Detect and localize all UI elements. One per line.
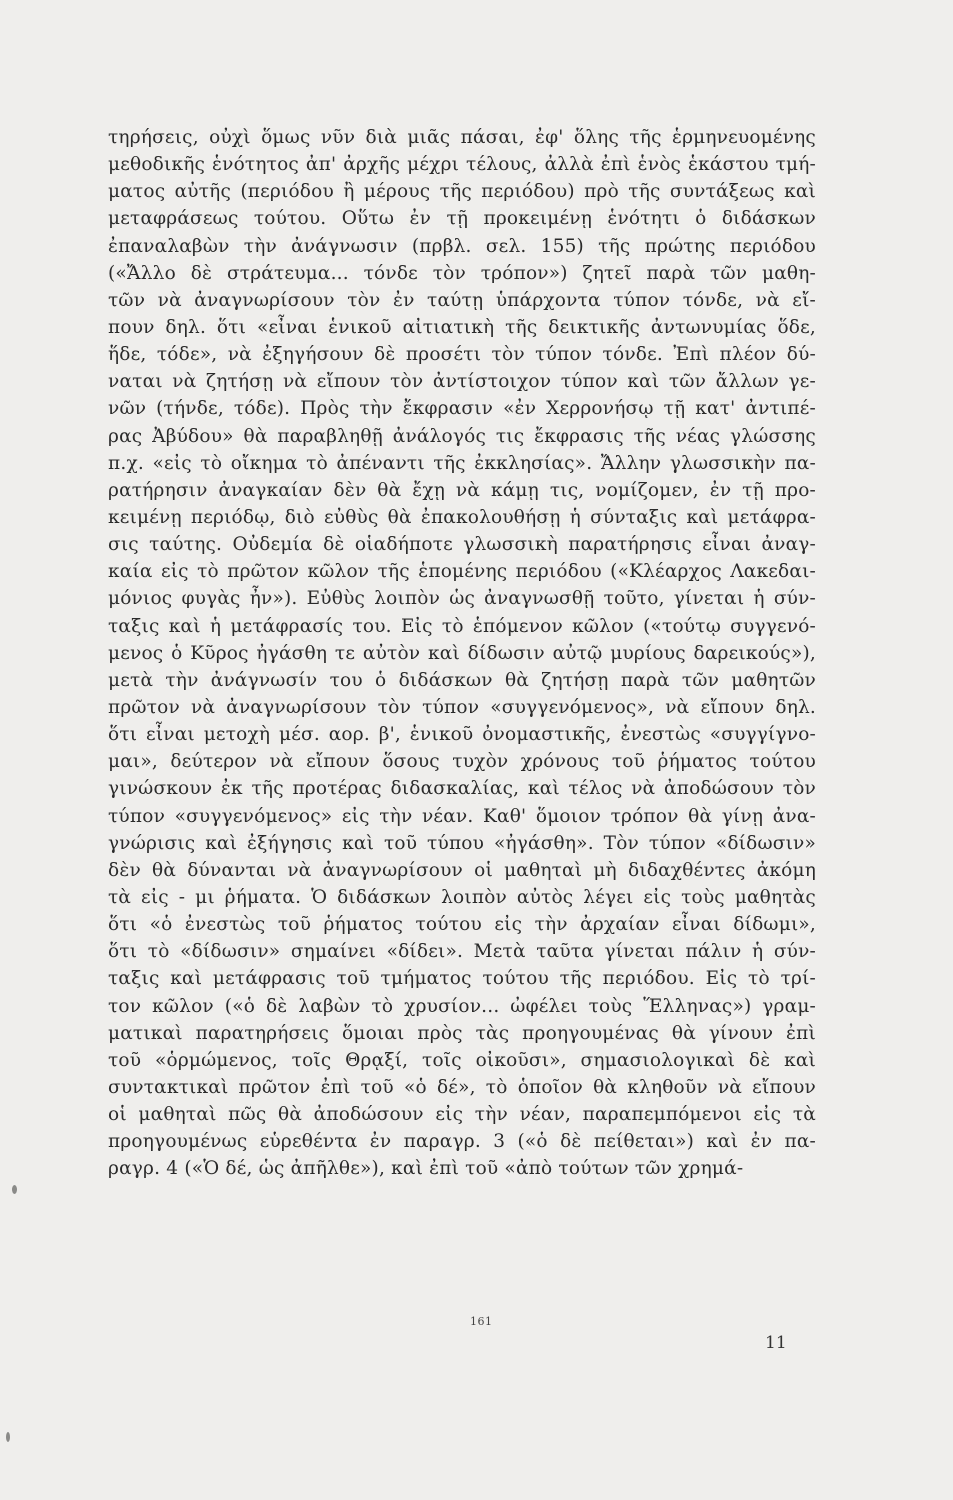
text-line: συντακτικαὶ πρῶτον ἐπὶ τοῦ «ὁ δέ», τὸ ὁποῖον θὰ κληθοῦν νὰ εἴπουν	[108, 1076, 816, 1098]
text-line: ἥδε, τόδε», νὰ ἐξηγήσουν δὲ προσέτι τὸν τύπον τόνδε. Ἐπὶ πλέον δύ-	[108, 344, 816, 366]
text-line: καία εἰς τὸ πρῶτον κῶλον τῆς ἑπομένης περιόδου («Κλέαρχος Λακεδαι-	[108, 561, 816, 583]
text-line: γινώσκουν ἐκ τῆς προτέρας διδασκαλίας, καὶ τέλος νὰ ἀποδώσουν τὸν	[108, 778, 816, 800]
text-line: τηρήσεις, οὐχὶ ὅμως νῦν διὰ μιᾶς πάσαι, ἐφ' ὅλης τῆς ἑρμηνευομένης	[108, 127, 816, 148]
text-line: μετὰ τὴν ἀνάγνωσίν του ὁ διδάσκων θὰ ζητήσῃ παρὰ τῶν μαθητῶν	[108, 669, 816, 691]
text-line: ὅτι εἶναι μετοχὴ μέσ. αορ. β', ἑνικοῦ ὀνομαστικῆς, ἐνεστὼς «συγγίγνο-	[108, 724, 816, 746]
signature-mark: 11	[765, 1333, 787, 1353]
text-line: πρῶτον νὰ ἀναγνωρίσουν τὸν τύπον «συγγενόμενος», νὰ εἴπουν δηλ.	[108, 696, 816, 718]
text-line: ὅτι τὸ «δίδωσιν» σημαίνει «δίδει». Μετὰ ταῦτα γίνεται πάλιν ἡ σύν-	[108, 941, 816, 963]
text-line: τῶν νὰ ἀναγνωρίσουν τὸν ἐν ταύτῃ ὑπάρχοντα τύπον τόνδε, νὰ εἴ-	[108, 289, 816, 311]
text-line: τον κῶλον («ὁ δὲ λαβὼν τὸ χρυσίον... ὠφέλει τοὺς Ἕλληνας») γραμ-	[108, 995, 816, 1017]
text-line: μενος ὁ Κῦρος ἠγάσθη τε αὐτὸν καὶ δίδωσιν αὐτῷ μυρίους δαρεικούς»),	[108, 642, 816, 664]
text-line: μόνιος φυγὰς ἦν»). Εὐθὺς λοιπὸν ὡς ἀναγνωσθῇ τοῦτο, γίνεται ἡ σύν-	[108, 588, 816, 610]
text-line: προηγουμένως εὑρεθέντα ἐν παραγρ. 3 («ὁ δὲ πείθεται») καὶ ἐν πα-	[108, 1131, 816, 1153]
printer-folio-number: 161	[470, 1315, 493, 1328]
text-line: ταξις καὶ μετάφρασις τοῦ τμήματος τούτου τῆς περιόδου. Εἰς τὸ τρί-	[108, 968, 816, 990]
text-line: ρατήρησιν ἀναγκαίαν δὲν θὰ ἔχῃ νὰ κάμῃ τις, νομίζομεν, ἐν τῇ προ-	[108, 479, 816, 501]
text-line: ταξις καὶ ἡ μετάφρασίς του. Εἰς τὸ ἑπόμενον κῶλον («τούτῳ συγγενό-	[108, 615, 816, 637]
body-text	[108, 124, 816, 1182]
text-line: ρας Ἀβύδου» θὰ παραβληθῇ ἀνάλογός τις ἔκφρασις τῆς νέας γλώσσης	[108, 425, 816, 447]
text-line: κειμένῃ περιόδῳ, διὸ εὐθὺς θὰ ἐπακολουθήσῃ ἡ σύνταξις καὶ μετάφρα-	[108, 506, 816, 528]
text-line: ματικαὶ παρατηρήσεις ὅμοιαι πρὸς τὰς προηγουμένας θὰ γίνουν ἐπὶ	[108, 1022, 816, 1044]
text-line: τὰ εἰς - μι ῥήματα. Ὁ διδάσκων λοιπὸν αὐτὸς λέγει εἰς τοὺς μαθητὰς	[108, 886, 816, 908]
text-line: τύπον «συγγενόμενος» εἰς τὴν νέαν. Καθ' ὅμοιον τρόπον θὰ γίνῃ ἀνα-	[108, 805, 816, 827]
text-line: οἱ μαθηταὶ πῶς θὰ ἀποδώσουν εἰς τὴν νέαν, παραπεμπόμενοι εἰς τὰ	[108, 1104, 816, 1126]
print-speck	[12, 1185, 17, 1194]
text-line: μεθοδικῆς ἑνότητος ἀπ' ἀρχῆς μέχρι τέλους, ἀλλὰ ἐπὶ ἑνὸς ἑκάστου τμή-	[108, 154, 816, 176]
text-line: ὅτι «ὁ ἐνεστὼς τοῦ ῥήματος τούτου εἰς τὴν ἀρχαίαν εἶναι δίδωμι»,	[108, 914, 816, 936]
text-line: μαι», δεύτερον νὰ εἴπουν ὅσους τυχὸν χρόνους τοῦ ῥήματος τούτου	[108, 751, 816, 773]
text-line: π.χ. «εἰς τὸ οἴκημα τὸ ἀπέναντι τῆς ἐκκλησίας». Ἄλλην γλωσσικὴν πα-	[108, 452, 816, 474]
text-line: πουν δηλ. ὅτι «εἶναι ἑνικοῦ αἰτιατικὴ τῆς δεικτικῆς ἀντωνυμίας ὅδε,	[108, 316, 816, 338]
text-line: δὲν θὰ δύνανται νὰ ἀναγνωρίσουν οἱ μαθηταὶ μὴ διδαχθέντες ἀκόμη	[108, 859, 816, 881]
text-line: τοῦ «ὁρμώμενος, τοῖς Θρᾳξί, τοῖς οἰκοῦσι», σημασιολογικαὶ δὲ καὶ	[108, 1049, 816, 1071]
text-line: ματος αὐτῆς (περιόδου ἢ μέρους τῆς περιόδου) πρὸ τῆς συντάξεως καὶ	[108, 181, 816, 203]
text-line: ναται νὰ ζητήσῃ νὰ εἴπουν τὸν ἀντίστοιχον τύπον καὶ τῶν ἄλλων γε-	[108, 371, 816, 393]
text-line: ἐπαναλαβὼν τὴν ἀνάγνωσιν (πρβλ. σελ. 155) τῆς πρώτης περιόδου	[108, 235, 816, 257]
text-line: σις ταύτης. Οὐδεμία δὲ οἱαδήποτε γλωσσικὴ παρατήρησις εἶναι ἀναγ-	[108, 534, 816, 556]
text-line: νῶν (τήνδε, τόδε). Πρὸς τὴν ἔκφρασιν «ἐν Χερρονήσῳ τῇ κατ' ἀντιπέ-	[108, 398, 816, 420]
print-speck	[6, 1432, 10, 1442]
text-line: («Ἄλλο δὲ στράτευμα... τόνδε τὸν τρόπον») ζητεῖ παρὰ τῶν μαθη-	[108, 262, 816, 284]
text-line: ραγρ. 4 («Ὁ δέ, ὡς ἀπῆλθε»), καὶ ἐπὶ τοῦ «ἀπὸ τούτων τῶν χρημά-	[108, 1158, 744, 1180]
text-line: γνώρισις καὶ ἐξήγησις καὶ τοῦ τύπου «ἠγάσθη». Τὸν τύπον «δίδωσιν»	[108, 832, 816, 854]
text-line: μεταφράσεως τούτου. Οὕτω ἐν τῇ προκειμένῃ ἑνότητι ὁ διδάσκων	[108, 208, 816, 230]
